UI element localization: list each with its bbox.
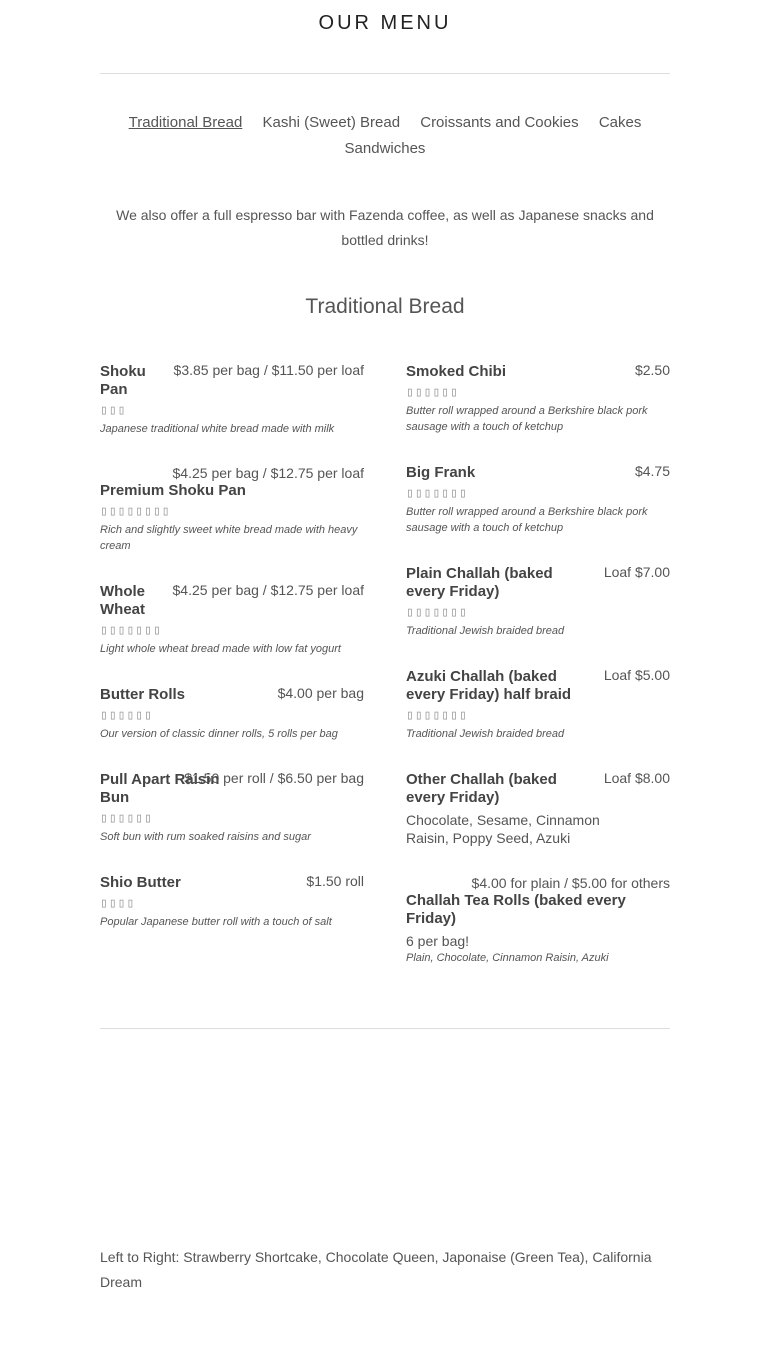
item-name: Whole Wheat	[100, 583, 145, 618]
tab-cakes[interactable]: Cakes	[598, 114, 642, 131]
item-glyphs: ▯▯▯▯▯▯▯	[406, 708, 468, 723]
item-name: Other Challah (baked every Friday)	[406, 771, 557, 806]
item-price: Loaf $5.00	[603, 667, 670, 683]
item-glyphs: ▯▯▯▯▯▯▯	[406, 605, 468, 620]
item-price: $1.50 roll	[306, 873, 364, 889]
item-name: Shio Butter	[100, 874, 181, 891]
item-glyphs: ▯▯▯▯	[100, 896, 136, 911]
item-price: $3.85 per bag / $11.50 per loaf	[173, 362, 364, 378]
item-description: Soft bun with rum soaked raisins and sugar	[100, 831, 311, 843]
item-price: $4.00 per bag	[277, 685, 364, 701]
item-description: Plain, Chocolate, Cinnamon Raisin, Azuki	[406, 952, 609, 964]
item-description: Traditional Jewish braided bread	[406, 625, 565, 637]
tab-croissants-and-cookies[interactable]: Croissants and Cookies	[420, 114, 579, 131]
item-glyphs: ▯▯▯▯▯▯	[406, 385, 459, 400]
item-description: Butter roll wrapped around a Berkshire black pork sausage with a touch of ketchup	[406, 506, 648, 534]
item-price: $4.75	[634, 463, 670, 479]
item-glyphs: ▯▯▯▯▯▯▯	[100, 623, 162, 638]
item-description: Rich and slightly sweet white bread made with heavy cream	[100, 524, 358, 552]
item-description: Our version of classic dinner rolls, 5 rolls per bag	[100, 728, 338, 740]
section-title: Traditional Bread	[305, 295, 465, 318]
item-note: Chocolate, Sesame, Cinnamon Raisin, Poppy Seed, Azuki	[406, 812, 600, 846]
menu-category-tabs	[100, 110, 670, 162]
item-description: Traditional Jewish braided bread	[406, 728, 565, 740]
item-glyphs: ▯▯▯▯▯▯▯	[406, 486, 468, 501]
item-name: Plain Challah (baked every Friday)	[406, 565, 553, 600]
item-name: Pull Apart Raisin Bun	[100, 771, 220, 806]
bottom-divider	[100, 1028, 670, 1029]
item-price: Loaf $7.00	[603, 564, 670, 580]
item-glyphs: ▯▯▯▯▯▯	[100, 811, 153, 826]
intro-text: We also offer a full espresso bar with Fazenda coffee, as well as Japanese snacks and bottled drinks!	[116, 207, 654, 248]
item-name: Shoku Pan	[100, 363, 146, 398]
item-price: Loaf $8.00	[603, 770, 670, 786]
item-price: $2.50	[634, 362, 670, 378]
tab-traditional-bread[interactable]: Traditional Bread	[128, 114, 243, 131]
page-title: OUR MENU	[318, 12, 452, 34]
item-glyphs: ▯▯▯▯▯▯▯▯	[100, 504, 171, 519]
item-price: $4.25 per bag / $12.75 per loaf	[172, 465, 364, 481]
item-description: Popular Japanese butter roll with a touch of salt	[100, 916, 332, 928]
top-divider	[100, 73, 670, 74]
item-name: Azuki Challah (baked every Friday) half braid	[406, 668, 572, 703]
cake-image-caption: Left to Right: Strawberry Shortcake, Chocolate Queen, Japonaise (Green Tea), California Dream	[100, 1249, 652, 1290]
item-name: Big Frank	[406, 464, 476, 481]
item-description: Japanese traditional white bread made with milk	[100, 423, 335, 435]
item-note: 6 per bag!	[406, 933, 470, 949]
item-price: $4.25 per bag / $12.75 per loaf	[172, 582, 364, 598]
item-glyphs: ▯▯▯	[100, 403, 127, 418]
item-name: Smoked Chibi	[406, 363, 507, 380]
item-name: Butter Rolls	[100, 686, 186, 703]
item-glyphs: ▯▯▯▯▯▯	[100, 708, 153, 723]
tab-kashi-sweet-bread[interactable]: Kashi (Sweet) Bread	[262, 114, 401, 131]
item-name: Premium Shoku Pan	[100, 482, 246, 499]
tab-sandwiches[interactable]: Sandwiches	[344, 140, 426, 157]
item-description: Butter roll wrapped around a Berkshire black pork sausage with a touch of ketchup	[406, 405, 648, 433]
item-price: $4.00 for plain / $5.00 for others	[471, 875, 670, 891]
item-name: Challah Tea Rolls (baked every Friday)	[406, 892, 626, 927]
item-description: Light whole wheat bread made with low fat yogurt	[100, 643, 341, 655]
item-price: $1.50 per roll / $6.50 per bag	[184, 770, 364, 786]
